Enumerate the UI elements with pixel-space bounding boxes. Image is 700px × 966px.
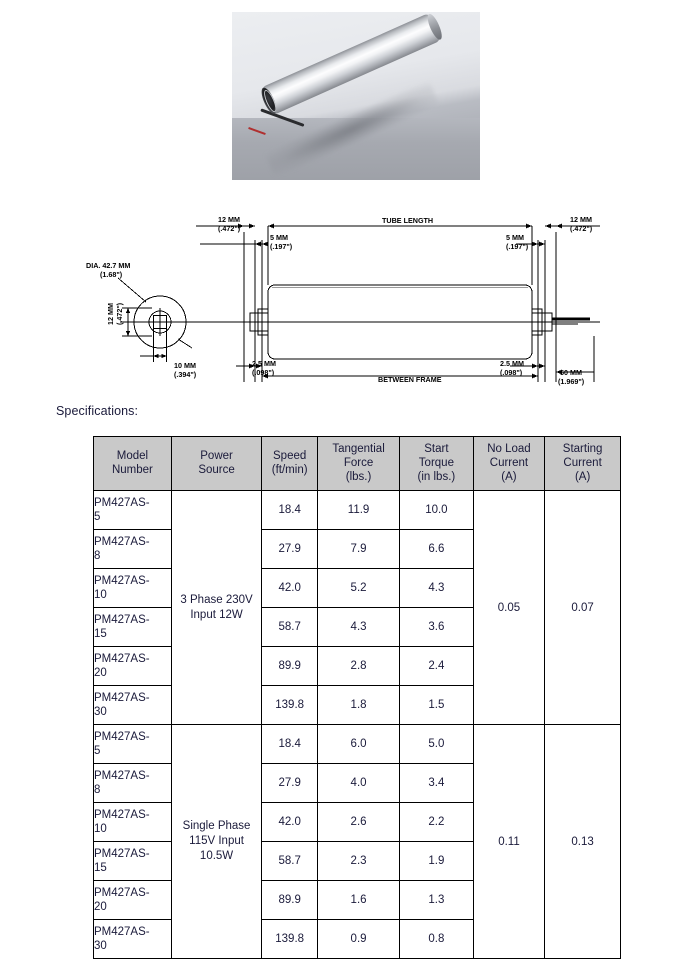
cell-tangential-force: 4.0 [318,764,400,803]
table-header-row [94,437,621,491]
cell-start-torque: 0.8 [400,920,474,959]
cell-speed: 58.7 [262,842,318,881]
right-25mm-line2: (.098") [500,368,523,377]
model-prefix: PM427AS- [94,730,150,743]
model-suffix: 10 [94,589,107,602]
cable-50mm-line1: 50 MM [560,368,582,377]
cell-tangential-force: 0.9 [318,920,400,959]
cell-speed: 139.8 [262,686,318,725]
model-suffix: 20 [94,901,107,914]
cell-model-number [94,491,172,530]
cell-speed: 27.9 [262,530,318,569]
power-source-line1: Single Phase [182,820,251,833]
tube-length-label: TUBE LENGTH [382,216,434,225]
cell-speed: 18.4 [262,491,318,530]
shaft-flat-line1: 10 MM [174,361,196,370]
cell-start-torque: 3.4 [400,764,474,803]
right-12mm-line2: (.472") [570,224,593,233]
header-line2: Current [563,457,602,470]
header-line3: (lbs.) [345,471,372,484]
header-line2: (ft/min) [271,464,308,477]
header-line2: Current [489,457,529,470]
header-line3: (A) [501,471,517,484]
model-suffix: 15 [94,862,107,875]
power-source-line2: Input 12W [190,608,243,621]
header-line3: (A) [574,471,591,484]
column-header-starting-current [545,437,621,491]
cell-power-source [171,725,261,959]
model-suffix: 10 [94,823,107,836]
header-line2: Torque [418,457,454,470]
column-header-model-number [94,437,172,491]
cell-tangential-force: 1.8 [318,686,400,725]
table-row [94,725,621,764]
cell-tangential-force: 5.2 [318,569,400,608]
header-line2: Force [343,457,374,470]
model-prefix: PM427AS- [94,691,150,704]
column-header-start-torque [400,437,474,491]
technical-drawing [0,196,700,396]
cell-start-torque: 10.0 [400,491,474,530]
cell-model-number [94,530,172,569]
header-line2: Source [198,464,235,477]
cell-start-torque: 2.2 [400,803,474,842]
cell-tangential-force: 2.8 [318,647,400,686]
end-height-line2: (.472") [115,302,124,325]
model-prefix: PM427AS- [94,769,150,782]
cell-power-source [171,491,261,725]
cell-speed: 18.4 [262,725,318,764]
model-prefix: PM427AS- [94,574,150,587]
cell-model-number [94,608,172,647]
model-prefix: PM427AS- [94,925,150,938]
cell-start-torque: 5.0 [400,725,474,764]
left-25mm-line2: (.098") [252,368,275,377]
cell-model-number [94,803,172,842]
left-5mm-line2: (.197") [270,242,293,251]
column-header-speed [262,437,318,491]
cell-speed: 139.8 [262,920,318,959]
header-line1: Starting [562,443,603,455]
header-line1: Speed [273,450,307,462]
cable-50mm-line2: (1.969") [558,377,585,386]
dia-label-line2: (1.68") [100,270,123,279]
power-source-line3: 10.5W [199,850,234,863]
left-12mm-line2: (.472") [218,224,241,233]
product-photo [232,12,480,180]
cell-start-torque: 2.4 [400,647,474,686]
cell-starting-current: 0.13 [545,725,621,959]
cell-speed: 42.0 [262,569,318,608]
left-25mm-line1: 2.5 MM [252,359,276,368]
cell-tangential-force: 2.6 [318,803,400,842]
cell-start-torque: 1.5 [400,686,474,725]
model-prefix: PM427AS- [94,652,150,665]
cell-model-number [94,842,172,881]
model-prefix: PM427AS- [94,496,150,509]
power-source-line2: 115V Input [189,835,244,848]
cell-no-load-current: 0.11 [473,725,545,959]
header-line1: No Load [487,443,531,455]
cell-speed: 89.9 [262,881,318,920]
cell-tangential-force: 11.9 [318,491,400,530]
model-prefix: PM427AS- [94,808,150,821]
column-header-no-load-current [473,437,545,491]
cell-tangential-force: 1.6 [318,881,400,920]
cell-no-load-current: 0.05 [473,491,545,725]
right-12mm-line1: 12 MM [570,215,592,224]
cell-tangential-force: 2.3 [318,842,400,881]
model-suffix: 15 [94,628,107,641]
power-source-line1: 3 Phase 230V [180,593,253,606]
model-suffix: 8 [94,784,101,797]
table-row [94,491,621,530]
end-height-line1: 12 MM [106,303,115,325]
cell-speed: 58.7 [262,608,318,647]
model-prefix: PM427AS- [94,535,150,548]
cell-model-number [94,881,172,920]
between-frame-label: BETWEEN FRAME [378,375,442,384]
left-12mm-line1: 12 MM [218,215,240,224]
model-prefix: PM427AS- [94,847,150,860]
cell-start-torque: 6.6 [400,530,474,569]
header-line1: Start [424,443,449,455]
header-line1: Model [116,450,149,462]
header-line2: Number [111,464,153,477]
model-suffix: 30 [94,706,107,719]
cell-start-torque: 1.9 [400,842,474,881]
right-25mm-line1: 2.5 MM [500,359,524,368]
model-suffix: 5 [94,511,101,524]
cell-model-number [94,920,172,959]
cell-model-number [94,686,172,725]
specifications-table [93,436,621,959]
shaft-flat-line2: (.394") [174,370,197,379]
right-5mm-line2: (.197") [506,242,529,251]
cell-model-number [94,725,172,764]
header-line1: Power [200,450,233,462]
cell-speed: 27.9 [262,764,318,803]
specifications-label: Specifications: [56,404,139,418]
model-prefix: PM427AS- [94,613,150,626]
header-line1: Tangential [332,443,385,455]
cell-start-torque: 1.3 [400,881,474,920]
dia-label-line1: DIA. 42.7 MM [86,261,131,270]
cell-start-torque: 4.3 [400,569,474,608]
model-suffix: 20 [94,667,107,680]
header-line3: (in lbs.) [417,471,456,484]
cell-model-number [94,647,172,686]
cell-model-number [94,764,172,803]
left-5mm-line1: 5 MM [270,233,288,242]
cell-speed: 42.0 [262,803,318,842]
cell-speed: 89.9 [262,647,318,686]
cell-start-torque: 3.6 [400,608,474,647]
right-5mm-line1: 5 MM [506,233,524,242]
model-suffix: 8 [94,550,101,563]
model-suffix: 30 [94,940,107,953]
cell-model-number [94,569,172,608]
column-header-power-source [171,437,261,491]
cell-tangential-force: 7.9 [318,530,400,569]
column-header-tangential-force [318,437,400,491]
cell-tangential-force: 4.3 [318,608,400,647]
cell-tangential-force: 6.0 [318,725,400,764]
cell-starting-current: 0.07 [545,491,621,725]
model-suffix: 5 [94,745,101,758]
model-prefix: PM427AS- [94,886,150,899]
